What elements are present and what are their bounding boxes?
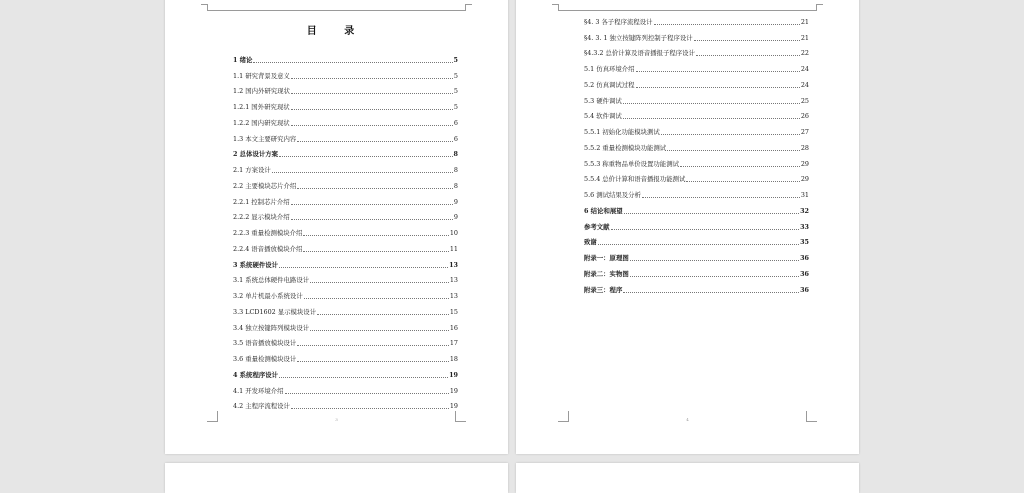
toc-entry-page: 18 bbox=[449, 355, 458, 363]
toc-entry-text: §4. 3 各子程序流程设计 bbox=[584, 17, 653, 26]
toc-entry[interactable] bbox=[233, 143, 458, 159]
toc-entry-text: 附录三：程序 bbox=[584, 285, 623, 294]
toc-entry[interactable] bbox=[233, 363, 458, 379]
toc-dot-leader bbox=[297, 141, 453, 142]
toc-dot-leader bbox=[279, 377, 448, 378]
toc-entry-text: 5.4 软件调试 bbox=[584, 112, 622, 121]
toc-entry-text: 2.2.4 语音播放模块介绍 bbox=[233, 244, 303, 253]
toc-dot-leader bbox=[291, 204, 453, 205]
toc-entry-text: 2 总体设计方案 bbox=[233, 150, 279, 159]
toc-dot-leader bbox=[304, 298, 449, 299]
toc-entry-text: 3.6 重量检测模块设计 bbox=[233, 355, 297, 363]
toc-entry-text: 5.2 仿真调试过程 bbox=[584, 80, 635, 89]
header-corner-mark bbox=[816, 4, 823, 11]
toc-dot-leader bbox=[297, 345, 449, 346]
toc-dot-leader bbox=[642, 197, 800, 198]
toc-entry-text: 1.1 研究背景及意义 bbox=[233, 71, 290, 80]
toc-entry[interactable] bbox=[584, 120, 809, 136]
toc-dot-leader bbox=[636, 71, 800, 72]
toc-entry[interactable] bbox=[584, 152, 809, 168]
toc-entry[interactable] bbox=[233, 332, 458, 348]
toc-dot-leader bbox=[636, 87, 800, 88]
toc-dot-leader bbox=[285, 393, 449, 394]
toc-entry-text: 2.1 方案设计 bbox=[233, 166, 271, 174]
toc-entry[interactable] bbox=[233, 269, 458, 285]
toc-entry[interactable] bbox=[584, 199, 809, 215]
toc-entry[interactable] bbox=[233, 300, 458, 316]
toc-entry-page: 26 bbox=[800, 112, 809, 121]
toc-list-left bbox=[233, 48, 458, 410]
toc-entry-text: 参考文献 bbox=[584, 222, 610, 231]
toc-dot-leader bbox=[598, 244, 799, 245]
toc-entry-page: 22 bbox=[800, 49, 809, 58]
toc-entry[interactable] bbox=[233, 64, 458, 80]
toc-dot-leader bbox=[667, 150, 800, 151]
toc-dot-leader bbox=[630, 260, 799, 261]
toc-dot-leader bbox=[303, 235, 448, 236]
toc-dot-leader bbox=[291, 408, 449, 409]
toc-entry-text: 2.2 主要模块芯片介绍 bbox=[233, 181, 297, 190]
document-page-next-left bbox=[165, 463, 508, 493]
toc-entry-page: 32 bbox=[800, 206, 809, 215]
toc-entry[interactable] bbox=[584, 231, 809, 247]
toc-entry-page: 17 bbox=[449, 339, 458, 348]
document-page-next-right bbox=[516, 463, 859, 493]
toc-entry-page: 19 bbox=[449, 386, 458, 395]
toc-entry-text: 2.2.3 重量检测模块介绍 bbox=[233, 229, 303, 237]
toc-entry[interactable] bbox=[584, 215, 809, 231]
toc-entry-page: 11 bbox=[449, 244, 458, 253]
toc-entry[interactable] bbox=[233, 347, 458, 363]
toc-entry-page: 9 bbox=[453, 213, 458, 222]
page-header-rule bbox=[207, 10, 466, 11]
toc-dot-leader bbox=[291, 93, 453, 94]
toc-entry[interactable] bbox=[233, 221, 458, 237]
toc-entry-page: 28 bbox=[800, 143, 809, 152]
toc-dot-leader bbox=[272, 172, 453, 173]
toc-entry-page: 35 bbox=[800, 238, 809, 247]
toc-entry-text: 3 系统硬件设计 bbox=[233, 260, 279, 269]
toc-entry-text: 5.3 硬件调试 bbox=[584, 96, 622, 105]
toc-entry-page: 5 bbox=[453, 55, 458, 64]
toc-entry-page: 33 bbox=[800, 222, 809, 231]
toc-entry-page: 27 bbox=[800, 128, 809, 136]
toc-entry[interactable] bbox=[233, 95, 458, 111]
toc-entry[interactable] bbox=[584, 57, 809, 73]
toc-entry-page: 13 bbox=[449, 276, 458, 285]
toc-entry-text: §4. 3. 1 独立按键阵列控制子程序设计 bbox=[584, 33, 693, 42]
toc-dot-leader bbox=[680, 166, 800, 167]
toc-entry[interactable] bbox=[233, 111, 458, 127]
toc-entry[interactable] bbox=[584, 246, 809, 262]
toc-entry[interactable] bbox=[584, 10, 809, 26]
toc-dot-leader bbox=[624, 213, 799, 214]
toc-entry-text: 2.2.2 显示模块介绍 bbox=[233, 213, 290, 222]
toc-dot-leader bbox=[291, 78, 453, 79]
document-page-right bbox=[516, 0, 859, 454]
toc-entry[interactable] bbox=[233, 80, 458, 96]
document-page-left bbox=[165, 0, 508, 454]
toc-entry[interactable] bbox=[584, 73, 809, 89]
toc-entry-text: 1.2.2 国内研究现状 bbox=[233, 118, 290, 127]
toc-title: 目 录 bbox=[306, 26, 367, 37]
toc-entry-text: 5.5.2 重量检测模块功能测试 bbox=[584, 143, 667, 152]
toc-entry-page: 16 bbox=[449, 323, 458, 332]
toc-entry[interactable] bbox=[233, 174, 458, 190]
toc-entry-text: 2.2.1 控制芯片介绍 bbox=[233, 197, 290, 206]
toc-dot-leader bbox=[623, 118, 800, 119]
toc-entry-page: 29 bbox=[800, 175, 809, 184]
toc-entry[interactable] bbox=[584, 168, 809, 184]
toc-entry-page: 36 bbox=[800, 269, 809, 278]
toc-dot-leader bbox=[654, 24, 800, 25]
toc-entry-text: 4 系统程序设计 bbox=[233, 370, 279, 379]
toc-dot-leader bbox=[630, 276, 799, 277]
toc-entry-text: 3.2 单片机最小系统设计 bbox=[233, 292, 303, 300]
toc-entry-text: 1.3 本文主要研究内容 bbox=[233, 134, 297, 143]
toc-entry-page: 21 bbox=[800, 17, 809, 26]
header-corner-mark bbox=[465, 4, 472, 11]
toc-entry-page: 21 bbox=[800, 33, 809, 42]
toc-entry[interactable] bbox=[584, 136, 809, 152]
toc-entry-text: 5.6 测试结果及分析 bbox=[584, 191, 641, 199]
toc-dot-leader bbox=[694, 40, 800, 41]
toc-entry-page: 36 bbox=[800, 254, 809, 262]
toc-entry[interactable] bbox=[584, 26, 809, 42]
toc-dot-leader bbox=[310, 330, 449, 331]
toc-dot-leader bbox=[291, 219, 453, 220]
toc-entry-text: 5.5.3 称重物品单价设置功能测试 bbox=[584, 159, 679, 168]
toc-entry[interactable] bbox=[233, 395, 458, 411]
toc-dot-leader bbox=[291, 125, 453, 126]
toc-entry-text: 附录一：原理图 bbox=[584, 254, 629, 262]
toc-entry[interactable] bbox=[233, 48, 458, 64]
toc-entry-page: 9 bbox=[453, 197, 458, 206]
toc-entry[interactable] bbox=[584, 278, 809, 294]
toc-entry-page: 24 bbox=[800, 80, 809, 89]
toc-entry-text: 附录二：实物图 bbox=[584, 269, 629, 278]
toc-entry[interactable] bbox=[584, 42, 809, 58]
toc-entry-page: 29 bbox=[800, 159, 809, 168]
toc-entry-text: 4.2 主程序流程设计 bbox=[233, 402, 290, 411]
toc-entry-page: 24 bbox=[800, 65, 809, 73]
toc-entry[interactable] bbox=[233, 253, 458, 269]
page-number: 4 bbox=[686, 417, 689, 422]
toc-entry[interactable] bbox=[584, 183, 809, 199]
toc-entry[interactable] bbox=[233, 127, 458, 143]
toc-entry-text: 1.2 国内外研究现状 bbox=[233, 87, 290, 96]
toc-list-right bbox=[584, 10, 809, 294]
toc-entry-text: 5.5.4 总价计算和语音播报功能测试 bbox=[584, 175, 686, 184]
toc-entry-page: 5 bbox=[453, 71, 458, 80]
toc-entry-text: 5.1 仿真环境介绍 bbox=[584, 65, 635, 73]
toc-dot-leader bbox=[291, 109, 453, 110]
toc-entry-page: 8 bbox=[453, 166, 458, 174]
toc-dot-leader bbox=[303, 251, 448, 252]
toc-dot-leader bbox=[297, 188, 453, 189]
toc-dot-leader bbox=[297, 361, 449, 362]
toc-dot-leader bbox=[279, 267, 448, 268]
toc-entry-page: 8 bbox=[453, 181, 458, 190]
toc-entry-text: 3.3 LCD1602 显示模块设计 bbox=[233, 307, 317, 316]
toc-dot-leader bbox=[253, 62, 452, 63]
toc-dot-leader bbox=[661, 134, 800, 135]
toc-entry[interactable] bbox=[233, 379, 458, 395]
toc-dot-leader bbox=[623, 292, 799, 293]
toc-dot-leader bbox=[310, 282, 449, 283]
toc-entry-text: 6 结论和展望 bbox=[584, 206, 623, 215]
toc-entry[interactable] bbox=[233, 158, 458, 174]
toc-dot-leader bbox=[686, 181, 799, 182]
toc-entry[interactable] bbox=[233, 237, 458, 253]
toc-entry-page: 25 bbox=[800, 96, 809, 105]
toc-dot-leader bbox=[317, 314, 449, 315]
toc-entry-text: 1 绪论 bbox=[233, 55, 253, 64]
toc-entry-text: 致谢 bbox=[584, 238, 597, 247]
toc-entry-page: 13 bbox=[449, 260, 458, 269]
toc-entry-text: §4.3.2 总价计算及语音播报子程序设计 bbox=[584, 49, 695, 58]
toc-entry-page: 5 bbox=[453, 87, 458, 96]
toc-entry-page: 15 bbox=[449, 307, 458, 316]
toc-entry-text: 3.1 系统总体硬件电路设计 bbox=[233, 276, 310, 285]
toc-entry-page: 8 bbox=[453, 150, 458, 159]
toc-entry[interactable] bbox=[233, 284, 458, 300]
toc-entry[interactable] bbox=[233, 206, 458, 222]
toc-entry-text: 5.5.1 初始化功能模块测试 bbox=[584, 128, 660, 136]
toc-entry[interactable] bbox=[584, 105, 809, 121]
toc-entry-page: 19 bbox=[449, 370, 458, 379]
page-number: 3 bbox=[335, 417, 338, 422]
toc-entry-page: 36 bbox=[800, 285, 809, 294]
toc-entry-page: 5 bbox=[453, 103, 458, 111]
toc-entry-text: 4.1 开发环境介绍 bbox=[233, 386, 284, 395]
toc-entry-text: 1.2.1 国外研究现状 bbox=[233, 103, 290, 111]
toc-entry-text: 3.5 语音播放模块设计 bbox=[233, 339, 297, 348]
toc-entry-page: 31 bbox=[800, 191, 809, 199]
toc-dot-leader bbox=[696, 55, 800, 56]
toc-entry[interactable] bbox=[233, 190, 458, 206]
toc-entry[interactable] bbox=[584, 89, 809, 105]
toc-entry-page: 10 bbox=[449, 229, 458, 237]
toc-dot-leader bbox=[279, 156, 453, 157]
toc-entry-page: 13 bbox=[449, 292, 458, 300]
toc-entry[interactable] bbox=[584, 262, 809, 278]
toc-dot-leader bbox=[623, 103, 800, 104]
toc-entry-page: 6 bbox=[453, 134, 458, 143]
toc-entry[interactable] bbox=[233, 316, 458, 332]
toc-entry-text: 3.4 独立按键阵列模块设计 bbox=[233, 323, 310, 332]
toc-entry-page: 19 bbox=[449, 402, 458, 411]
toc-dot-leader bbox=[611, 229, 800, 230]
toc-entry-page: 6 bbox=[453, 118, 458, 127]
